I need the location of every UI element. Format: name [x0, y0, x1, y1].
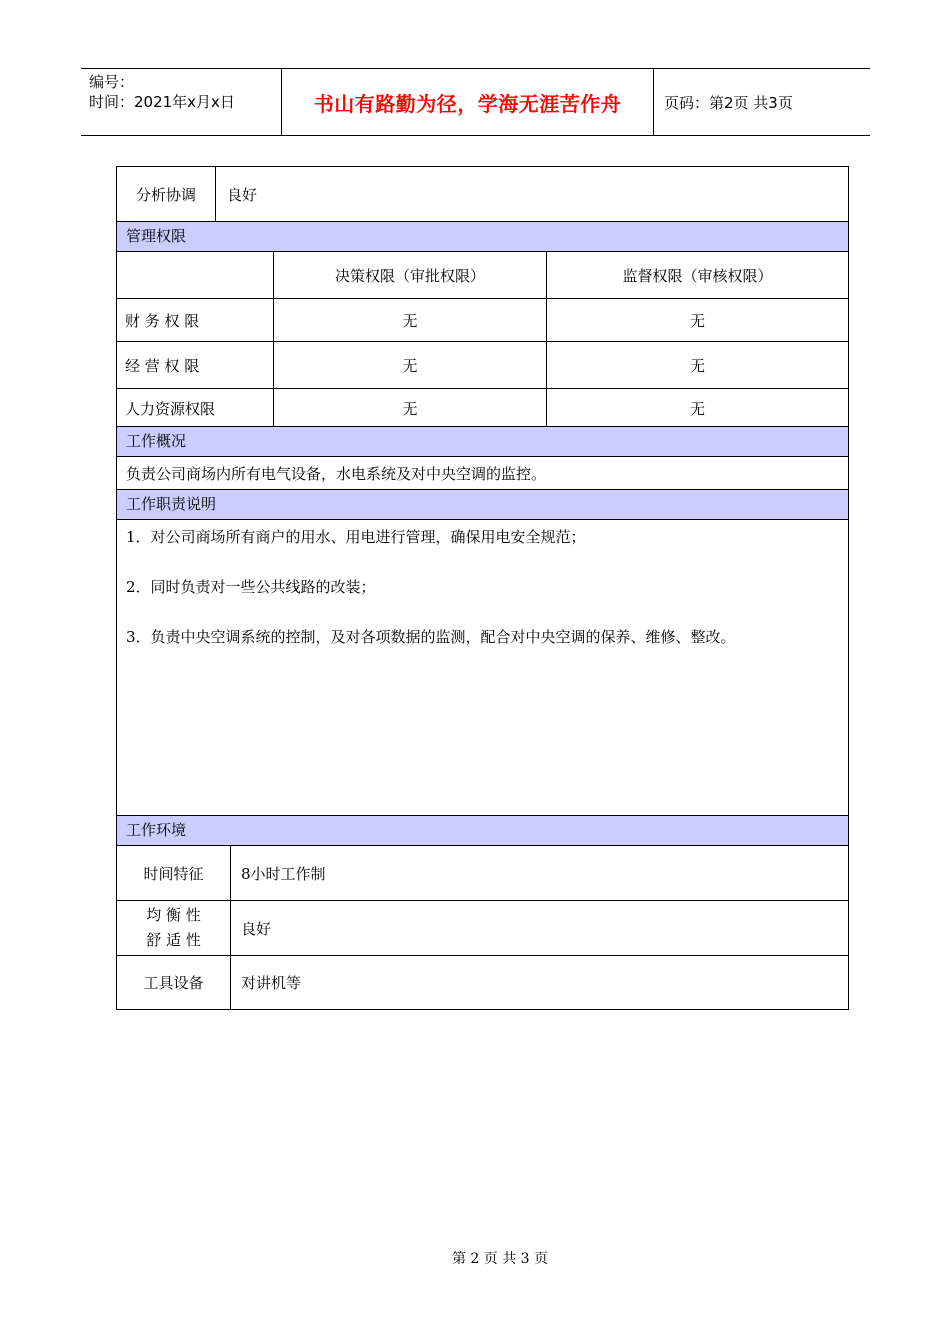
document-date-label: 时间：2021年x月x日	[89, 93, 235, 111]
duty-item: 2．同时负责对一些公共线路的改装；	[126, 578, 376, 596]
section-duties-title: 工作职责说明	[117, 489, 848, 520]
authority-row-supervision: 无	[689, 399, 705, 418]
header-meta	[81, 69, 281, 135]
divider	[215, 167, 216, 221]
header-motto: 书山有路勤为径，学海无涯苦作舟	[281, 69, 654, 135]
duty-item: 3．负责中央空调系统的控制，及对各项数据的监测，配合对中央空调的保养、维修、整改。	[126, 628, 736, 646]
section-authority-title: 管理权限	[117, 221, 848, 252]
overview-text: 负责公司商场内所有电气设备，水电系统及对中央空调的监控。	[126, 464, 547, 483]
analysis-value: 良好	[227, 185, 258, 204]
page-footer: 第 2 页 共 3 页	[451, 1251, 549, 1267]
authority-row-decision: 无	[402, 311, 418, 330]
balance-label: 均 衡 性	[146, 906, 201, 924]
environment-row-label	[117, 901, 230, 955]
environment-row-value: 对讲机等	[241, 974, 302, 992]
duty-item: 1．对公司商场所有商户的用水、用电进行管理，确保用电安全规范；	[126, 528, 586, 546]
authority-row-label: 经 营 权 限	[125, 356, 200, 375]
document-number-label: 编号：	[89, 73, 135, 91]
authority-row-label: 财 务 权 限	[125, 311, 200, 330]
environment-row-value: 良好	[241, 919, 272, 938]
supervision-authority-header: 监督权限（审核权限）	[622, 266, 773, 285]
authority-row-decision: 无	[402, 399, 418, 418]
comfort-label: 舒 适 性	[146, 931, 201, 949]
page-header	[81, 68, 870, 136]
authority-row-supervision: 无	[689, 311, 705, 330]
decision-authority-header: 决策权限（审批权限）	[334, 266, 485, 285]
environment-row-label: 时间特征	[143, 864, 204, 883]
section-overview-title: 工作概况	[117, 426, 848, 457]
section-environment-title: 工作环境	[117, 815, 848, 846]
authority-row-supervision: 无	[689, 356, 705, 375]
authority-row-label: 人力资源权限	[125, 399, 216, 418]
environment-row-value: 8小时工作制	[241, 864, 326, 883]
divider	[230, 846, 231, 1009]
analysis-label: 分析协调	[135, 185, 196, 204]
header-page-number: 页码：第2页 共3页	[664, 93, 793, 112]
environment-row-label: 工具设备	[143, 974, 204, 992]
authority-row-decision: 无	[402, 356, 418, 375]
